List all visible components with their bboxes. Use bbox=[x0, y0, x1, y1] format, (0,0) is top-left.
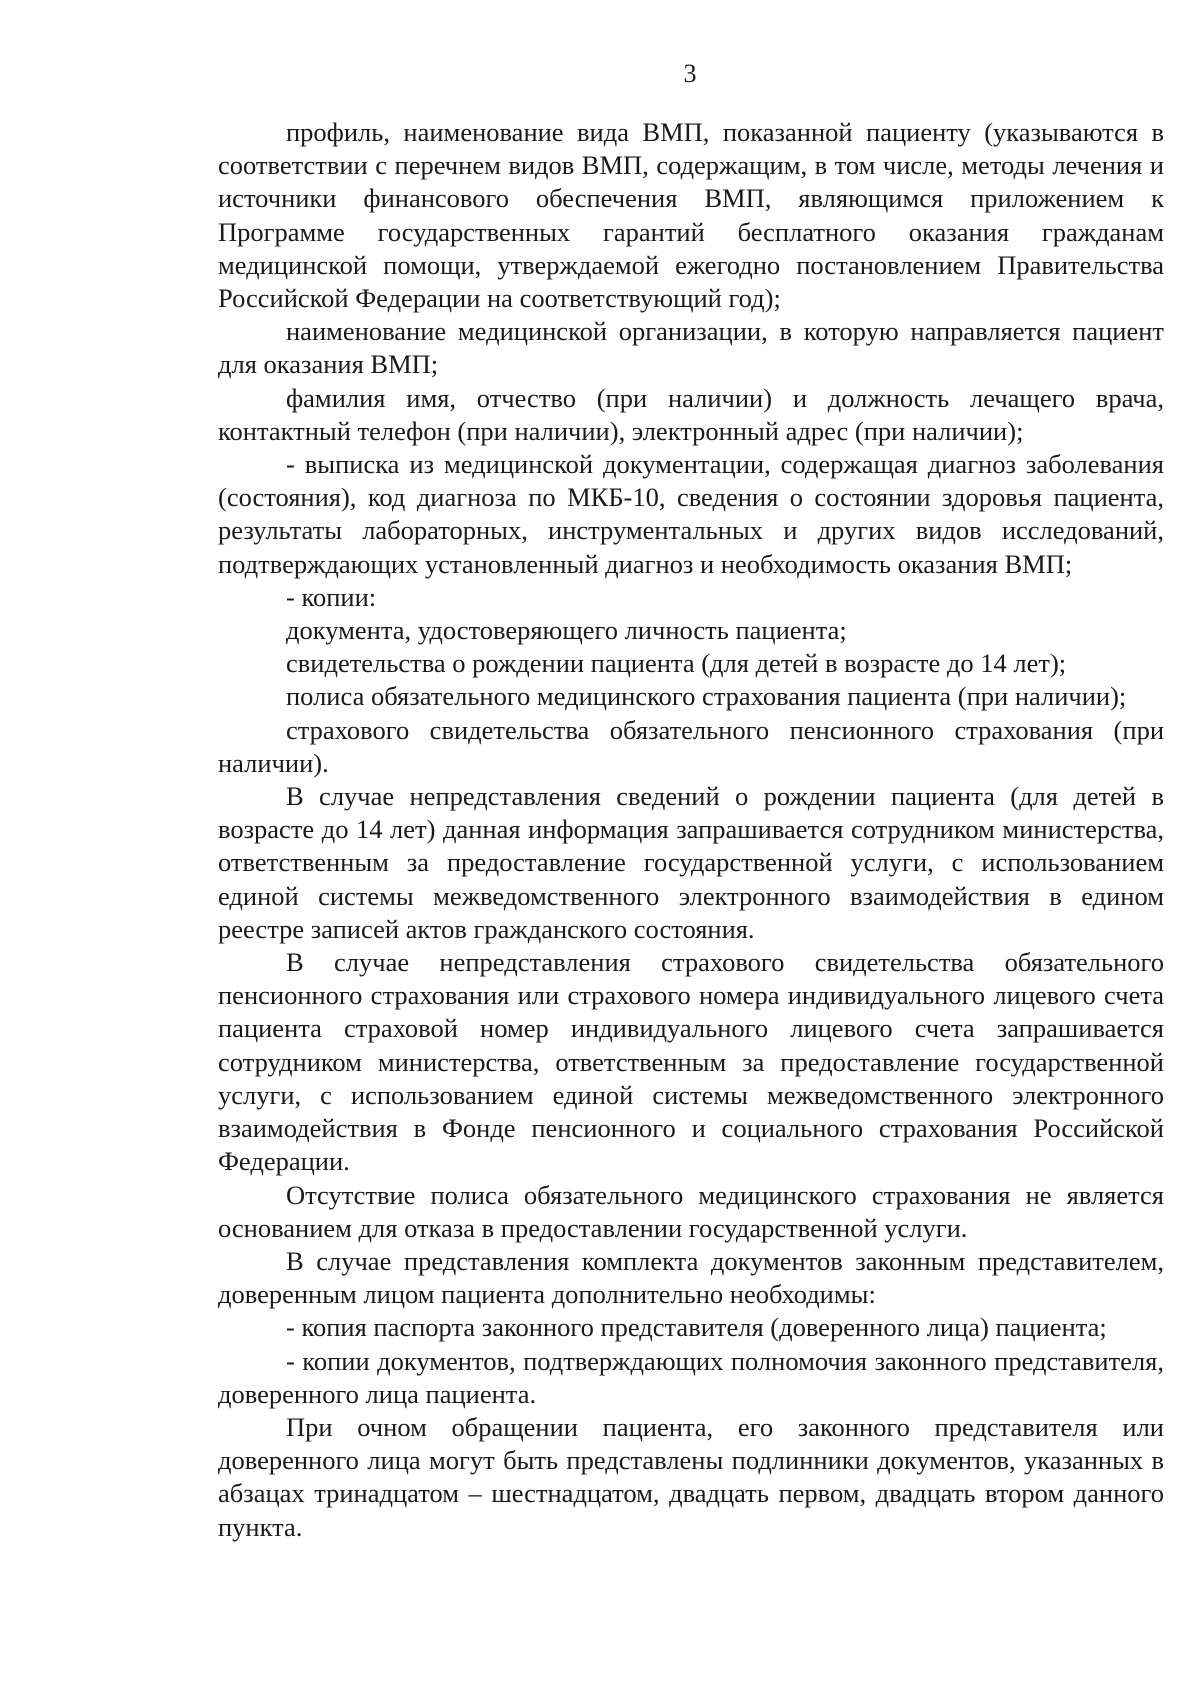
paragraph-identity-document: документа, удостоверяющего личность пациента; bbox=[286, 615, 847, 646]
paragraph-in-person-originals: При очном обращении пациента, его законного представителя или доверенного лица могут быть представлены подлинники документов, указанных в абзацах тринадцатом – шестнадцатом, двадцать первом, двадцать втором данного пункта. bbox=[218, 1411, 1164, 1542]
paragraph-vmp-profile: профиль, наименование вида ВМП, показанной пациенту (указываются в соответствии с перечнем видов ВМП, содержащим, в том числе, методы лечения и источники финансового обеспечения ВМП, являющимся приложением к Программе государственных гарантий бесплатного оказания гражданам медицинской помощи, утверждаемой ежегодно постановлением Правительства Российской Федерации на соответствующий год); bbox=[218, 117, 1164, 314]
paragraph-birth-info-request: В случае непредставления сведений о рождении пациента (для детей в возрасте до 14 лет) данная информация запрашивается сотрудником министерства, ответственным за предоставление государственной услуги, с использованием единой системы межведомственного электронного взаимодействия в едином реестре записей актов гражданского состояния. bbox=[218, 781, 1164, 944]
paragraph-no-policy: Отсутствие полиса обязательного медицинского страхования не является основанием для отказа в предоставлении государственной услуги. bbox=[218, 1179, 1164, 1243]
paragraph-representative-passport: - копия паспорта законного представителя (доверенного лица) пациента; bbox=[286, 1312, 1107, 1343]
paragraph-medical-organization: наименование медицинской организации, в которую направляется пациент для оказания ВМП; bbox=[218, 316, 1164, 380]
paragraph-medical-extract: - выписка из медицинской документации, содержащая диагноз заболевания (состояния), код диагноза по МКБ-10, сведения о состоянии здоровья пациента, результаты лабораторных, инструментальных и других видов исследований, подтверждающих установленный диагноз и необходимость оказания ВМП; bbox=[218, 449, 1164, 579]
paragraph-legal-representative: В случае представления комплекта документов законным представителем, доверенным лицом пациента дополнительно необходимы: bbox=[218, 1245, 1164, 1310]
paragraph-birth-certificate: свидетельства о рождении пациента (для детей в возрасте до 14 лет); bbox=[286, 648, 1067, 679]
document-body bbox=[218, 116, 1164, 1544]
paragraph-representative-authority: - копии документов, подтверждающих полномочия законного представителя, доверенного лица пациента. bbox=[218, 1345, 1164, 1409]
paragraph-snils-request: В случае непредставления страхового свидетельства обязательного пенсионного страхования или страхового номера индивидуального лицевого счета пациента страховой номер индивидуального лицевого счета запрашивается сотрудником министерства, ответственным за предоставление государственной услуги, с использованием единой системы межведомственного электронного взаимодействия в Фонде пенсионного и социального страхования Российской Федерации. bbox=[218, 947, 1164, 1177]
page-number: 3 bbox=[683, 59, 697, 88]
paragraph-pension-certificate: страхового свидетельства обязательного пенсионного страхования (при наличии). bbox=[218, 714, 1164, 778]
paragraph-attending-doctor: фамилия имя, отчество (при наличии) и должность лечащего врача, контактный телефон (при наличии), электронный адрес (при наличии); bbox=[218, 382, 1164, 446]
paragraph-copies: - копии: bbox=[286, 581, 377, 612]
paragraph-oms-policy: полиса обязательного медицинского страхования пациента (при наличии); bbox=[286, 681, 1127, 712]
